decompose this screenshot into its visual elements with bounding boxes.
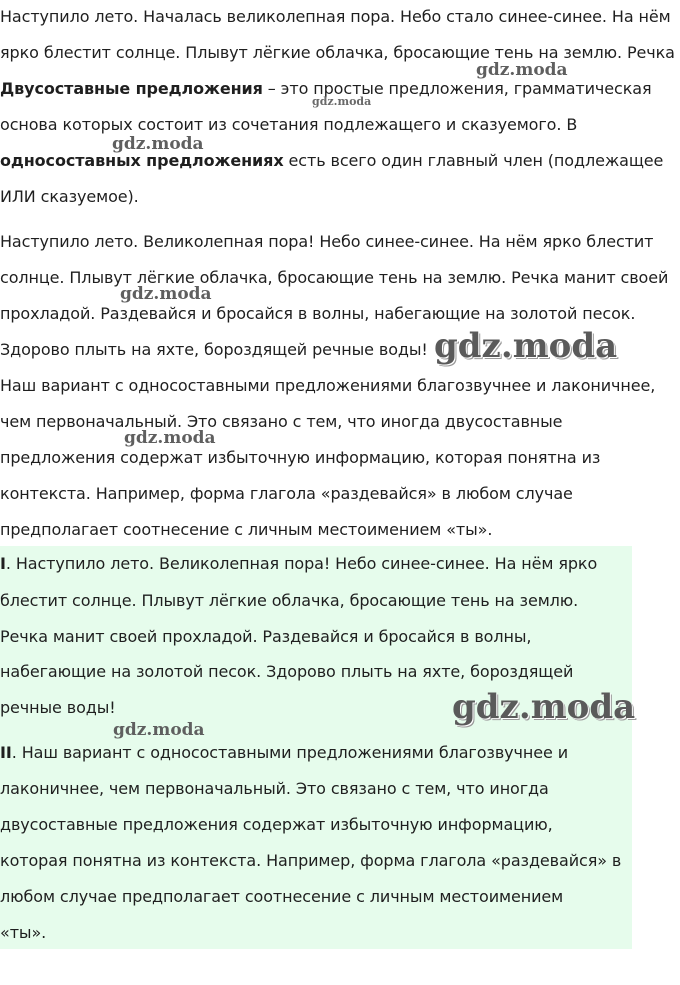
answer-part1-line-5: речные воды! [0,698,116,717]
watermark: gdz.moda [124,428,216,448]
watermark: gdz.moda [434,326,618,366]
answer-part1-text-1: . Наступило лето. Великолепная пора! Небо синее-синее. На нём ярко [5,554,598,573]
answer-part1-line-1 [0,554,597,574]
answer-part1-marker: I [0,554,6,573]
explanation-line-2: чем первоначальный. Это связано с тем, что иногда двусоставные [0,412,563,431]
answer-part2-text-1: . Наш вариант с односоставными предложениями благозвучнее и [11,743,569,762]
rewritten-line-4: Здорово плыть на яхте, бороздящей речные воды! [0,340,428,359]
rewritten-line-3: прохладой. Раздевайся и бросайся в волны, набегающие на золотой песок. [0,304,636,323]
explanation-line-4: контекста. Например, форма глагола «раздевайся» в любом случае [0,484,573,503]
definition-line-3-rest: есть всего один главный член (подлежащее [283,151,664,170]
watermark: gdz.moda [112,134,204,154]
answer-part2-line-3: двусоставные предложения содержат избыточную информацию, [0,815,553,834]
explanation-line-5: предполагает соотнесение с личным местоимением «ты». [0,520,493,539]
definition-line-2: основа которых состоит из сочетания подлежащего и сказуемого. В [0,115,578,134]
answer-part2-line-4: которая понятна из контекста. Например, форма глагола «раздевайся» в [0,851,622,870]
answer-part2-line-6: «ты». [0,923,47,942]
rewritten-line-1: Наступило лето. Великолепная пора! Небо синее-синее. На нём ярко блестит [0,232,654,251]
answer-part2-marker: II [0,743,12,762]
answer-part1-line-3: Речка манит своей прохладой. Раздевайся и бросайся в волны, [0,627,532,646]
explanation-line-3: предложения содержат избыточную информацию, которая понятна из [0,448,601,467]
intro-line-2: ярко блестит солнце. Плывут лёгкие облачка, бросающие тень на землю. Речка [0,43,675,62]
rewritten-line-2: солнце. Плывут лёгкие облачка, бросающие тень на землю. Речка манит своей [0,268,669,287]
answer-part2-line-2: лаконичнее, чем первоначальный. Это связано с тем, что иногда [0,779,549,798]
answer-part2-line-5: любом случае предполагает соотнесение с личным местоимением [0,887,564,906]
answer-part1-line-2: блестит солнце. Плывут лёгкие облачка, бросающие тень на землю. [0,591,579,610]
watermark: gdz.moda [113,720,205,740]
definition-line-4: ИЛИ сказуемое). [0,187,139,206]
intro-line-1: Наступило лето. Началась великолепная пора. Небо стало синее-синее. На нём [0,7,671,26]
term-two-part: Двусоставные предложения [0,79,263,98]
watermark: gdz.moda [452,687,636,727]
answer-part1-line-4: набегающие на золотой песок. Здорово плыть на яхте, бороздящей [0,662,574,681]
term-one-part: односоставных предложениях [0,151,284,170]
definition-line-3 [0,151,663,171]
watermark: gdz.moda [312,95,372,108]
definition-line-1-rest: – это простые предложения, грамматическая [262,79,652,98]
answer-part2-line-1 [0,743,568,763]
explanation-line-1: Наш вариант с односоставными предложениями благозвучнее и лаконичнее, [0,376,656,395]
watermark: gdz.moda [476,60,568,80]
watermark: gdz.moda [120,284,212,304]
